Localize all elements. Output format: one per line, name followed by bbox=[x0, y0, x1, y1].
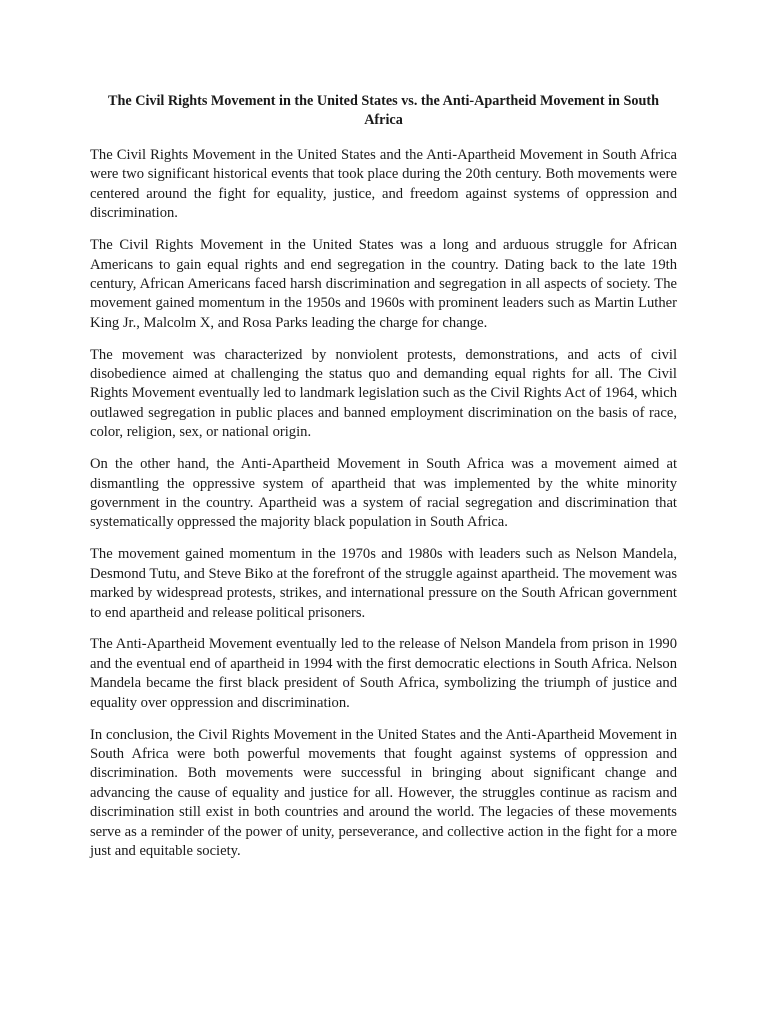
document-body bbox=[90, 92, 677, 874]
paragraph-civil-rights-methods: The movement was characterized by nonviolent protests, demonstrations, and acts of civil disobedience aimed at challenging the status quo and demanding equal rights for all. The Civil Rights Movement eventually led to landmark legislation such as the Civil Rights Act of 1964, which outlawed segregation in public places and banned employment discrimination on the basis of race, color, religion, sex, or national origin. bbox=[90, 346, 677, 441]
document-title: The Civil Rights Movement in the United States vs. the Anti-Apartheid Movement in South Africa bbox=[108, 93, 659, 128]
paragraph-apartheid-outcome: The Anti-Apartheid Movement eventually led to the release of Nelson Mandela from prison in 1990 and the eventual end of apartheid in 1994 with the first democratic elections in South Africa. Nelson Mandela became the first black president of South Africa, symbolizing the triumph of justice and equality over oppression and discrimination. bbox=[90, 636, 677, 711]
paragraph-civil-rights-background: The Civil Rights Movement in the United States was a long and arduous struggle for African Americans to gain equal rights and end segregation in the country. Dating back to the late 19th century, African Americans faced harsh discrimination and segregation in all aspects of society. The movement gained momentum in the 1950s and 1960s with prominent leaders such as Martin Luther King Jr., Malcolm X, and Rosa Parks leading the charge for change. bbox=[90, 237, 677, 331]
paragraph-apartheid-leaders: The movement gained momentum in the 1970s and 1980s with leaders such as Nelson Mandela, Desmond Tutu, and Steve Biko at the forefront of the struggle against apartheid. The movement was marked by widespread protests, strikes, and international pressure on the South African government to end apartheid and release political prisoners. bbox=[90, 546, 677, 621]
paragraph-apartheid-background: On the other hand, the Anti-Apartheid Movement in South Africa was a movement aimed at dismantling the oppressive system of apartheid that was implemented by the white minority government in the country. Apartheid was a system of racial segregation and discrimination that systematically oppressed the majority black population in South Africa. bbox=[90, 456, 677, 531]
paragraph-conclusion: In conclusion, the Civil Rights Movement in the United States and the Anti-Apartheid Movement in South Africa were both powerful movements that fought against systems of oppression and discrimination. Both movements were successful in bringing about significant change and advancing the cause of equality and justice for all. However, the struggles continue as racism and discrimination still exist in both countries and around the world. The legacies of these movements serve as a reminder of the power of unity, perseverance, and collective action in the fight for a more just and equitable society. bbox=[90, 726, 677, 859]
paragraph-introduction: The Civil Rights Movement in the United States and the Anti-Apartheid Movement in South Africa were two significant historical events that took place during the 20th century. Both movements were centered around the fight for equality, justice, and freedom against systems of oppression and discrimination. bbox=[90, 147, 677, 222]
